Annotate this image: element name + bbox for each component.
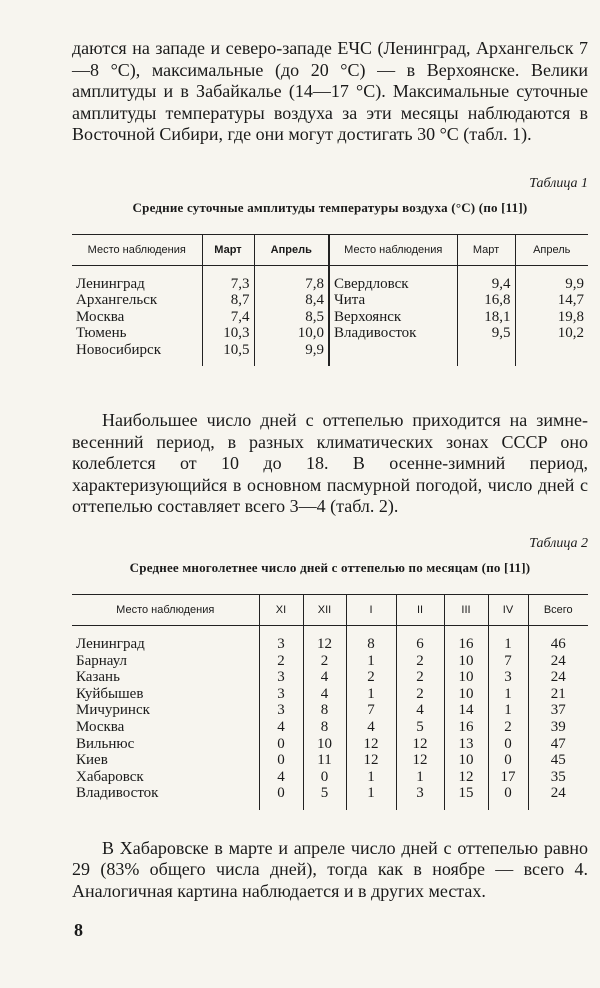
table-row	[72, 625, 588, 652]
table-cell: 2	[396, 686, 444, 703]
table-cell: 10	[444, 669, 488, 686]
table2-header: IV	[488, 594, 528, 625]
table-cell: 0	[303, 769, 346, 786]
table-cell: Ленинград	[76, 635, 145, 652]
table-cell: Вильнюс	[76, 735, 135, 752]
table1-header: Март	[457, 234, 515, 265]
table-cell: 17	[488, 769, 528, 786]
table-cell: Казань	[76, 669, 120, 686]
table-cell: 16,8	[457, 292, 515, 309]
table2-caption: Таблица 2	[529, 535, 588, 551]
table-row	[72, 736, 588, 753]
table-cell: 9,9	[515, 265, 588, 292]
table-cell: Москва	[76, 308, 125, 325]
table-cell: Барнаул	[76, 652, 128, 669]
table-cell: 0	[259, 736, 303, 753]
table-cell: 19,8	[515, 309, 588, 326]
table-cell: 12	[444, 769, 488, 786]
table-cell: 4	[346, 719, 396, 736]
table-cell: 16	[444, 719, 488, 736]
table2-header: II	[396, 594, 444, 625]
table-cell: 10	[444, 752, 488, 769]
table-cell: 14,7	[515, 292, 588, 309]
table-cell: Свердловск	[329, 265, 457, 292]
table-cell: 10	[303, 736, 346, 753]
table2-header: XII	[303, 594, 346, 625]
table1-header-row	[72, 234, 588, 265]
table-cell: 11	[303, 752, 346, 769]
table-cell: 35	[528, 769, 588, 786]
table-cell: 1	[488, 702, 528, 719]
table-cell	[329, 342, 457, 367]
table-row	[72, 309, 588, 326]
table-row	[72, 702, 588, 719]
table-cell: 37	[528, 702, 588, 719]
table-cell: 2	[488, 719, 528, 736]
table-cell: 10,5	[202, 342, 254, 367]
table-cell: 8,7	[202, 292, 254, 309]
table2	[72, 594, 588, 810]
table-cell: 1	[346, 686, 396, 703]
table-cell: 9,4	[457, 265, 515, 292]
table-cell: 8	[303, 702, 346, 719]
table-cell: 7	[488, 653, 528, 670]
table-cell: 3	[259, 686, 303, 703]
table-cell: 46	[528, 625, 588, 652]
table-cell: 2	[303, 653, 346, 670]
page-number: 8	[74, 920, 83, 940]
table-cell: Киев	[76, 752, 108, 769]
table-cell: Куйбышев	[76, 685, 144, 702]
table-cell: 13	[444, 736, 488, 753]
table2-header: III	[444, 594, 488, 625]
paragraph-intro: даются на западе и северо-западе ЕЧС (Ленинград, Архангельск 7—8 °С), максимальные (до 20 °С) — в Верхоянске. Велики амплитуды и в Забайкалье (14—17 °С). Максимальные суточные амплитуды температуры воздуха за эти месяцы наблюдаются в Восточной Сибири, где они могут достигать 30 °С (табл. 1).	[72, 38, 588, 144]
table1-header: Март	[202, 234, 254, 265]
table2-header: I	[346, 594, 396, 625]
table-row	[72, 342, 588, 367]
table-row	[72, 325, 588, 342]
table-cell: 0	[488, 785, 528, 810]
table-cell: 7	[346, 702, 396, 719]
table-cell: 10,2	[515, 325, 588, 342]
table-cell: 8,5	[254, 309, 329, 326]
table2-header: Место наблюдения	[72, 594, 259, 625]
table-cell: 12	[346, 736, 396, 753]
table-cell: 3	[259, 702, 303, 719]
paragraph-thaw: Наибольшее число дней с оттепелью приходится на зимне-весенний период, в разных климатических зонах СССР оно колеблется от 10 до 18. В осенне-зимний период, характеризующийся в основном пасмурной погодой, число дней с оттепелью составляет всего 3—4 (табл. 2).	[72, 410, 588, 517]
table-cell: Ленинград	[76, 275, 145, 292]
table-cell: 2	[259, 653, 303, 670]
table-cell: 3	[259, 669, 303, 686]
table-row	[72, 292, 588, 309]
table-cell: 21	[528, 686, 588, 703]
table-cell: 4	[303, 669, 346, 686]
table1	[72, 234, 588, 367]
table-cell: 12	[396, 736, 444, 753]
table-cell: 1	[346, 785, 396, 810]
table-cell: 5	[396, 719, 444, 736]
table-cell: 10	[444, 686, 488, 703]
table-cell: 0	[488, 752, 528, 769]
table-cell: 7,3	[202, 265, 254, 292]
table-row	[72, 669, 588, 686]
table-cell: 8	[346, 625, 396, 652]
table-row	[72, 785, 588, 810]
table2-header-row	[72, 594, 588, 625]
table-cell: 9,5	[457, 325, 515, 342]
table-cell: 47	[528, 736, 588, 753]
table-cell: 5	[303, 785, 346, 810]
table-cell: 18,1	[457, 309, 515, 326]
table-cell: 7,4	[202, 309, 254, 326]
table-cell: 16	[444, 625, 488, 652]
table-cell: 4	[396, 702, 444, 719]
paragraph-khabarovsk: В Хабаровске в марте и апреле число дней с оттепелью равно 29 (83% общего числа дней), тогда как в ноябре — всего 4. Аналогичная картина наблюдается и в других местах.	[72, 837, 588, 901]
table-cell: 2	[396, 653, 444, 670]
table-cell: 0	[488, 736, 528, 753]
table-cell: Владивосток	[76, 785, 159, 802]
table-cell: Верхоянск	[329, 309, 457, 326]
table1-title: Средние суточные амплитуды температуры воздуха (°С) (по [11])	[132, 199, 528, 215]
table-cell: 12	[346, 752, 396, 769]
table-cell: 12	[396, 752, 444, 769]
table-cell: 24	[528, 653, 588, 670]
table-row	[72, 653, 588, 670]
table-cell: 1	[488, 686, 528, 703]
table-cell: 3	[259, 625, 303, 652]
table-cell: 0	[259, 752, 303, 769]
table-row	[72, 719, 588, 736]
table-cell: 8,4	[254, 292, 329, 309]
table-cell: Чита	[329, 292, 457, 309]
table-cell: 1	[396, 769, 444, 786]
table-cell: 3	[488, 669, 528, 686]
table-cell: 10,0	[254, 325, 329, 342]
table-cell: 39	[528, 719, 588, 736]
table-row	[72, 265, 588, 292]
table1-header: Апрель	[515, 234, 588, 265]
table1-header: Место наблюдения	[72, 234, 202, 265]
table-cell: Тюмень	[76, 325, 127, 342]
table-row	[72, 769, 588, 786]
table2-title: Среднее многолетнее число дней с оттепелью по месяцам (по [11])	[129, 559, 531, 575]
table-cell: 10,3	[202, 325, 254, 342]
table-cell: 1	[346, 653, 396, 670]
table-cell: 3	[396, 785, 444, 810]
table-cell: 10	[444, 653, 488, 670]
table-cell: 1	[488, 625, 528, 652]
table-cell	[515, 342, 588, 367]
table-cell: Москва	[76, 718, 125, 735]
table-cell: Хабаровск	[76, 768, 144, 785]
page-content	[72, 38, 588, 902]
table-row	[72, 686, 588, 703]
table-row	[72, 752, 588, 769]
table-cell: 12	[303, 625, 346, 652]
table1-header: Место наблюдения	[329, 234, 457, 265]
table-cell	[457, 342, 515, 367]
table-cell: 45	[528, 752, 588, 769]
table-cell: Архангельск	[76, 292, 158, 309]
table-cell: Владивосток	[329, 325, 457, 342]
table-cell: 1	[346, 769, 396, 786]
table-cell: 0	[259, 785, 303, 810]
table-cell: 15	[444, 785, 488, 810]
table-cell: 8	[303, 719, 346, 736]
table-cell: 4	[259, 719, 303, 736]
table-cell: 7,8	[254, 265, 329, 292]
table-cell: 24	[528, 785, 588, 810]
table2-header: Всего	[528, 594, 588, 625]
table2-header: XI	[259, 594, 303, 625]
table1-caption: Таблица 1	[529, 175, 588, 191]
table-cell: 2	[346, 669, 396, 686]
table-cell: 24	[528, 669, 588, 686]
table-cell: 6	[396, 625, 444, 652]
table-cell: Новосибирск	[76, 341, 161, 358]
table-cell: 14	[444, 702, 488, 719]
table-cell: 9,9	[254, 342, 329, 367]
table-cell: Мичуринск	[76, 702, 150, 719]
table-cell: 4	[303, 686, 346, 703]
table1-header: Апрель	[254, 234, 329, 265]
table-cell: 4	[259, 769, 303, 786]
table-cell: 2	[396, 669, 444, 686]
